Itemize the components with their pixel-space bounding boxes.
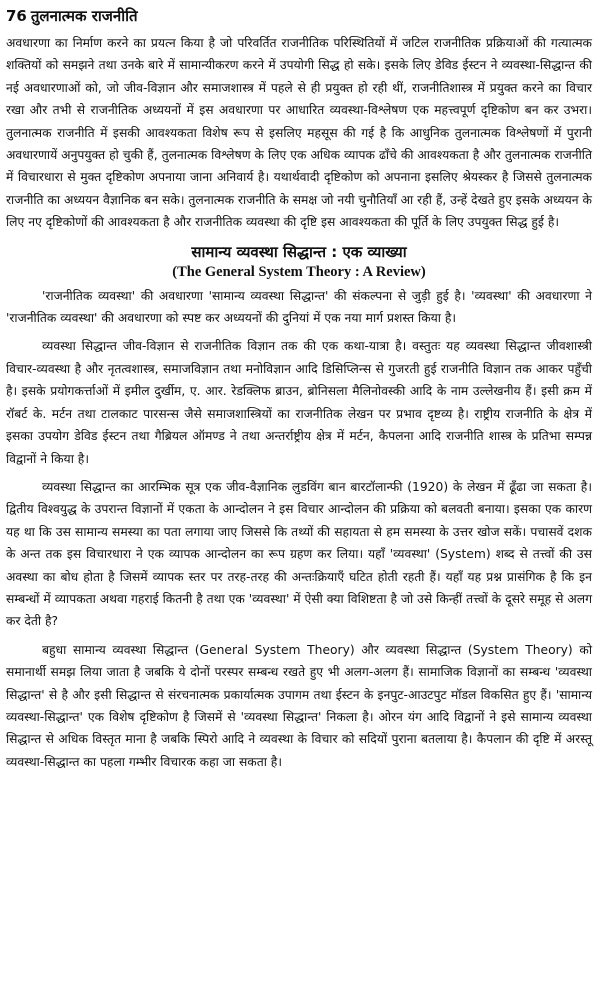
paragraph: बहुधा सामान्य व्यवस्था सिद्धान्त (General System Theory) और व्यवस्था सिद्धान्त (System Theory) को समानार्थी समझ लिया जाता है जबकि ये दोनों परस्पर सम्बन्ध रखते हुए भी अलग-अलग हैं। सामाजिक विज्ञानों का सम्बन्ध 'व्यवस्था सिद्धान्त' से है और इसी सिद्धान्त से संरचनात्मक प्रकार्यात्मक उपागम तथा ईस्टन के इनपुट-आउटपुट मॉडल विकसित हुए हैं। 'सामान्य व्यवस्था-सिद्धान्त' एक विशेष दृष्टिकोण है जिसमें से 'व्यवस्था सिद्धान्त' निकला है। ओरन यंग आदि विद्वानों ने इसे सामान्य व्यवस्था सिद्धान्त से अधिक विस्तृत माना है जबकि स्पिरो आदि ने व्यवस्था के विचार को सदियों पुराना बतलाया है। कैपलान की दृष्टि में अरस्तू व्यवस्था-सिद्धान्त का पहला गम्भीर विचारक कहा जा सकता है। bbox=[6, 642, 592, 769]
section-heading-hindi: सामान्य व्यवस्था सिद्धान्त : एक व्याख्या bbox=[191, 242, 407, 261]
section-heading-english: (The General System Theory : A Review) bbox=[172, 263, 426, 280]
paragraph: व्यवस्था सिद्धान्त का आरम्भिक सूत्र एक जीव-वैज्ञानिक लुडविंग बान बारटॉलान्फी (1920) के लेखन में ढूँढा जा सकता है। द्वितीय विश्वयुद्ध के उपरान्त विज्ञानों में एकता के आन्दोलन ने इस विचार आन्दोलन की प्रक्रिया को बलवती बनाया। इसका एक कारण यह था कि उस सामान्य समस्या का पता लगाया जाए जिससे कि तथ्यों की सहायता से हम समस्या के उत्तर खोज सकें। पचासवें दशक के अन्त तक इस विचारधारा ने एक व्यापक आन्दोलन का रूप ग्रहण कर लिया। यहाँ 'व्यवस्था' (System) शब्द से तत्त्वों की उस अवस्था का बोध होता है जिसमें व्यापक स्तर पर तरह-तरह की अन्तःक्रियाएँ घटित होती रहती हैं। यहाँ यह प्रश्न प्रासंगिक है कि इन सम्बन्धों में व्यापकता अथवा गहराई कितनी है तथा एक 'व्यवस्था' में ऐसी क्या विशिष्टता है जो उसे किन्हीं तत्त्वों के दूसरे समूह से अलग कर देती है? bbox=[6, 479, 592, 629]
paragraph: व्यवस्था सिद्धान्त जीव-विज्ञान से राजनीतिक विज्ञान तक की एक कथा-यात्रा है। वस्तुतः यह व्यवस्था सिद्धान्त जीवशास्त्री विचार-व्यवस्था है और नृतत्वशास्त्र, समाजविज्ञान तथा मनोविज्ञान आदि डिसिप्लिन्स से गुजरती हुई राजनीति विज्ञान तक आकर पहुँची है। इसके प्रयोगकर्त्ताओं में इमील दुर्खीम, ए. आर. रेडक्लिफ ब्राउन, ब्रोनिसला मैलिनोवस्की आदि के नाम उल्लेखनीय हैं। इसी क्रम में रॉबर्ट के. मर्टन तथा टालकाट पारसन्स जैसे समाजशास्त्रियों का राजनीतिक लेखन पर प्रभाव दृष्टव्य है। राष्ट्रीय राजनीति के क्षेत्र में इसका उपयोग डेविड ईस्टन तथा गैब्रियल ऑमण्ड ने तथा अन्तर्राष्ट्रीय क्षेत्र में मर्टन, कैपलना आदि राजनीति शास्त्र के प्रतिभा सम्पन्न विद्वानों ने किया है। bbox=[6, 339, 592, 466]
running-head bbox=[6, 6, 592, 26]
paragraph: 'राजनीतिक व्यवस्था' की अवधारणा 'सामान्य व्यवस्था सिद्धान्त' की संकल्पना से जुड़ी हुई है। 'व्यवस्था' की अवधारणा ने 'राजनीतिक व्यवस्था' की अवधारणा को स्पष्ट कर अध्ययनों की दुनियां में एक नया मार्ग प्रशस्त किया है। bbox=[6, 288, 592, 326]
page-number: 76 bbox=[6, 7, 27, 25]
running-title: तुलनात्मक राजनीति bbox=[30, 7, 138, 25]
paragraph-continued: अवधारणा का निर्माण करने का प्रयत्न किया है जो परिवर्तित राजनीतिक परिस्थितियों में जटिल राजनीतिक प्रक्रियाओं की गत्यात्मक शक्तियों को समझने तथा उनके बारे में सामान्यीकरण करने में उपयोगी सिद्ध हो सके। इसके लिए डेविड ईस्टन ने व्यवस्था-सिद्धान्त की नई अवधारणाओं को, जो जीव-विज्ञान और समाजशास्त्र में पहले से ही प्रयुक्त हो रही थीं, राजनीतिशास्त्र में प्रयुक्त करने का विचार रखा और तभी से राजनीतिक अध्ययनों में इस अवधारणा पर आधारित व्यवस्था-विश्लेषण एक महत्त्वपूर्ण दृष्टिकोण बन कर उभरा। तुलनात्मक राजनीति में इसकी आवश्यकता विशेष रूप से इसलिए महसूस की गई है कि आधुनिक तुलनात्मक विश्लेषणों में पुरानी अवधारणायें अनुपयुक्त हो चुकी हैं, तुलनात्मक विश्लेषण के लिए एक अधिक व्यापक ढाँचे की आवश्यकता है और तुलनात्मक राजनीति में विचारधारा से मुक्त दृष्टिकोण अपनाया जाना अनिवार्य है। यथार्थवादी दृष्टिकोण को अपनाना इसलिए श्रेयस्कर है जिससे तुलनात्मक राजनीति का अध्ययन वैज्ञानिक बन सके। तुलनात्मक राजनीति के समक्ष जो नयी चुनौतियाँ आ रही हैं, उन्हें देखते हुए इसके अध्ययन के लिए नए दृष्टिकोणों की आवश्यकता है और राजनीतिक व्यवस्था की दृष्टि इस आवश्यकता की पूर्ति के लिए उपयुक्त सिद्ध हुई है। bbox=[6, 36, 592, 230]
